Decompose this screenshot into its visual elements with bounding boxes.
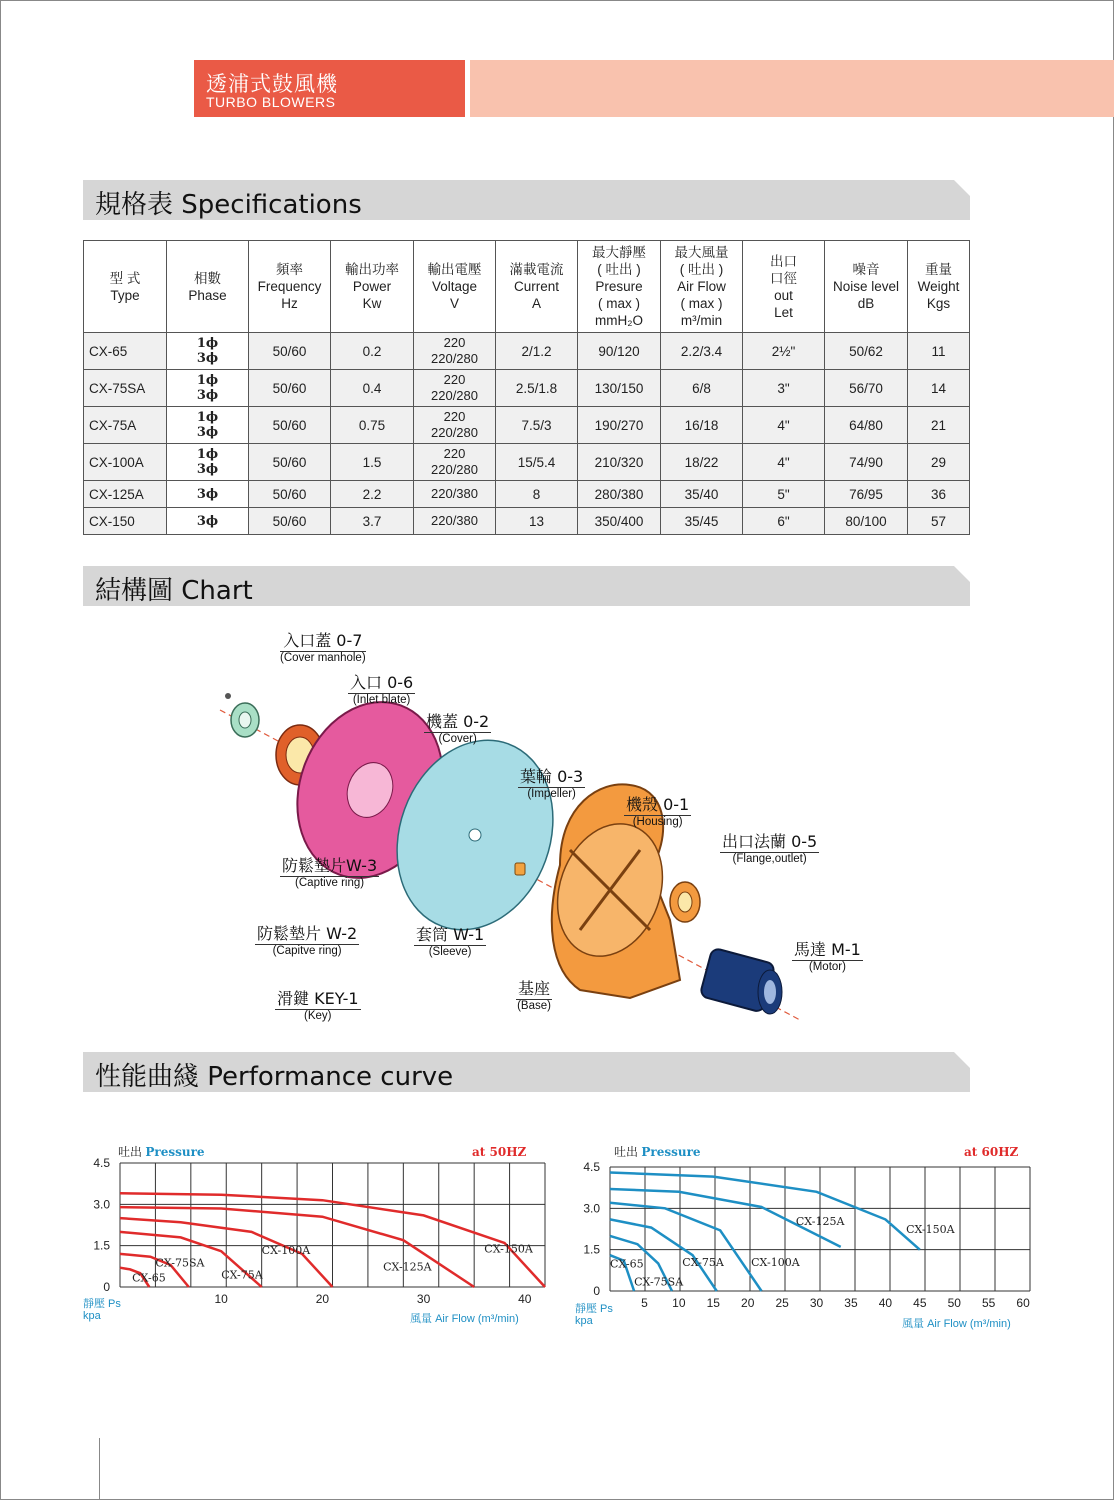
x-tick-label: 30 [809,1296,824,1310]
x-tick-label: 45 [913,1296,927,1310]
outlet-flange-part [670,882,700,922]
table-cell-kw: 3.7 [331,508,414,535]
y-tick-label: 1.5 [93,1238,110,1253]
table-cell-p: 130/150 [578,370,661,407]
header-cell: 最大風量 ( 吐出 ) Air Flow ( max ) m³/min [661,241,743,333]
table-cell-hz: 50/60 [249,481,331,508]
table-cell-hz: 50/60 [249,508,331,535]
series-label: CX-100A [261,1243,311,1257]
label-captive-ring-w2: 防鬆墊片 W-2 (Capitve ring) [255,921,359,957]
ylabel-top-50: 吐出 Pressure [118,1145,205,1159]
table-cell-a: 13 [496,508,578,535]
table-cell-db: 76/95 [825,481,908,508]
table-cell-hz: 50/60 [249,370,331,407]
header-cell: 滿載電流 Current A [496,241,578,333]
table-cell-kg: 29 [908,444,970,481]
table-cell-kw: 0.2 [331,333,414,370]
series-label: CX-150A [484,1242,533,1256]
series-label: CX-65 [610,1257,644,1271]
header-cell: 重量 Weight Kgs [908,241,970,333]
header-cell: 噪音 Noise level dB [825,241,908,333]
table-cell-kw: 1.5 [331,444,414,481]
table-cell-q: 2.2/3.4 [661,333,743,370]
table-cell-q: 16/18 [661,407,743,444]
table-cell-v: 220/380 [414,508,496,535]
label-base: 基座 (Base) [516,976,552,1012]
y-tick-label: 0 [103,1280,110,1294]
table-cell-type: CX-75A [84,407,167,444]
x-tick-label: 10 [672,1296,686,1310]
table-cell-phase: 3ϕ [167,481,249,508]
margin-line [99,1438,100,1500]
structure-diagram [200,620,920,1040]
series-label: CX-125A [795,1214,845,1228]
label-impeller: 葉輪 0-3 (Impeller) [518,764,585,800]
table-cell-type: CX-150 [84,508,167,535]
table-cell-out: 6" [743,508,825,535]
header-band [470,60,1114,117]
x-tick-label: 25 [775,1296,789,1310]
table-cell-db: 64/80 [825,407,908,444]
motor-part [700,948,782,1014]
label-flange-outlet: 出口法蘭 0-5 (Flange,outlet) [720,829,819,865]
section-chart-bar [83,566,970,606]
series-line-cx-100a [610,1203,762,1291]
x-tick-label: 30 [416,1292,431,1306]
table-cell-p: 90/120 [578,333,661,370]
table-cell-db: 50/62 [825,333,908,370]
table-cell-hz: 50/60 [249,444,331,481]
table-cell-phase: 1ϕ 3ϕ [167,370,249,407]
label-captive-ring-w3: 防鬆墊片W-3 (Captive ring) [280,853,379,889]
table-cell-p: 190/270 [578,407,661,444]
table-cell-kw: 0.75 [331,407,414,444]
table-cell-a: 7.5/3 [496,407,578,444]
section-performance-bar [83,1052,970,1092]
table-row [84,444,970,481]
table-cell-v: 220 220/280 [414,333,496,370]
chart-50hz-svg [80,1140,550,1330]
table-cell-a: 2/1.2 [496,333,578,370]
header-cell: 輸出功率 Power Kw [331,241,414,333]
x-tick-label: 35 [844,1296,858,1310]
table-cell-q: 18/22 [661,444,743,481]
table-cell-p: 280/380 [578,481,661,508]
table-cell-type: CX-125A [84,481,167,508]
table-cell-type: CX-100A [84,444,167,481]
table-cell-a: 8 [496,481,578,508]
title-ribbon [194,60,465,117]
table-row [84,333,970,370]
y-tick-label: 3.0 [583,1201,600,1216]
y-tick-label: 4.5 [93,1156,110,1170]
section-specs-bar [83,180,970,220]
table-cell-q: 35/45 [661,508,743,535]
chart-60hz-svg [572,1140,1042,1335]
x-tick-label: 40 [518,1292,532,1306]
label-housing: 機殼 0-1 (Housing) [624,792,691,828]
label-inlet-plate: 入口 0-6 (Inlet blate) [348,670,415,706]
section-chart-title: 結構圖 Chart [95,576,253,606]
header-cell: 型 式 Type [84,241,167,333]
title-en: TURBO BLOWERS [206,94,336,110]
table-cell-out: 2½" [743,333,825,370]
table-cell-p: 350/400 [578,508,661,535]
perf-chart-60hz [572,1140,1042,1335]
label-sleeve: 套筒 W-1 (Sleeve) [414,922,486,958]
table-cell-out: 5" [743,481,825,508]
header-cell: 最大靜壓 ( 吐出 ) Presure ( max ) mmH₂O [578,241,661,333]
table-cell-kg: 11 [908,333,970,370]
x-tick-label: 55 [982,1296,996,1310]
table-cell-out: 3" [743,370,825,407]
table-cell-kw: 0.4 [331,370,414,407]
freq-label-50: at 50HZ [472,1145,527,1159]
sleeve-part [515,863,525,875]
y-tick-label: 3.0 [93,1197,110,1212]
y-tick-label: 0 [593,1284,600,1298]
table-cell-type: CX-65 [84,333,167,370]
table-cell-phase: 1ϕ 3ϕ [167,407,249,444]
label-motor: 馬達 M-1 (Motor) [792,937,863,973]
ylabel-top-60: 吐出 Pressure [614,1145,701,1159]
x-tick-label: 20 [315,1292,330,1306]
table-cell-kg: 14 [908,370,970,407]
x-tick-label: 10 [214,1292,228,1306]
section-specs-title: 規格表 Specifications [95,190,362,220]
y-tick-label: 4.5 [583,1160,600,1174]
series-label: CX-150A [906,1223,955,1237]
table-row [84,407,970,444]
table-cell-db: 80/100 [825,508,908,535]
table-cell-kg: 57 [908,508,970,535]
table-cell-phase: 3ϕ [167,508,249,535]
series-label: CX-75SA [155,1256,205,1270]
series-label: CX-100A [751,1256,800,1270]
header-cell: 出口 口徑 out Let [743,241,825,333]
freq-label-60: at 60HZ [964,1145,1019,1159]
table-row [84,508,970,535]
table-cell-q: 6/8 [661,370,743,407]
table-cell-type: CX-75SA [84,370,167,407]
table-cell-db: 56/70 [825,370,908,407]
table-cell-p: 210/320 [578,444,661,481]
table-row [84,370,970,407]
perf-chart-50hz [80,1140,550,1330]
table-cell-hz: 50/60 [249,407,331,444]
x-tick-label: 5 [641,1296,648,1310]
title-cn: 透浦式鼓風機 [206,72,338,96]
xlabel-60: 風量 Air Flow (m³/min) [902,1318,1011,1330]
series-label: CX-75SA [634,1275,684,1289]
table-cell-v: 220 220/280 [414,407,496,444]
table-cell-a: 15/5.4 [496,444,578,481]
table-cell-kg: 21 [908,407,970,444]
table-cell-kg: 36 [908,481,970,508]
table-cell-hz: 50/60 [249,333,331,370]
table-cell-phase: 1ϕ 3ϕ [167,333,249,370]
header-cell: 輸出電壓 Voltage V [414,241,496,333]
table-cell-out: 4" [743,407,825,444]
section-performance-title: 性能曲綫 Performance curve [95,1062,454,1092]
table-cell-v: 220 220/280 [414,444,496,481]
x-tick-label: 40 [878,1296,893,1310]
table-cell-kw: 2.2 [331,481,414,508]
header-cell: 相數 Phase [167,241,249,333]
x-tick-label: 15 [706,1296,720,1310]
series-label: CX-75A [682,1256,724,1270]
table-cell-db: 74/90 [825,444,908,481]
ylabel-bottom-60: 靜壓 Ps kpa [575,1303,613,1327]
spec-table [83,240,970,535]
x-tick-label: 50 [947,1296,961,1310]
series-label: CX-125A [383,1260,432,1274]
table-cell-v: 220 220/280 [414,370,496,407]
label-cover-manhole: 入口蓋 0-7 (Cover manhole) [280,628,366,664]
series-label: CX-75A [221,1268,263,1282]
label-cover: 機蓋 0-2 (Cover) [424,709,491,745]
table-cell-v: 220/380 [414,481,496,508]
series-label: CX-65 [132,1271,166,1285]
series-line-cx-150a [610,1173,920,1250]
spec-header-row [84,241,970,333]
table-cell-a: 2.5/1.8 [496,370,578,407]
y-tick-label: 1.5 [583,1242,600,1257]
table-cell-out: 4" [743,444,825,481]
x-tick-label: 60 [1016,1296,1030,1310]
header-cell: 頻率 Frequency Hz [249,241,331,333]
x-tick-label: 20 [741,1296,755,1310]
table-row [84,481,970,508]
table-cell-q: 35/40 [661,481,743,508]
label-key: 滑鍵 KEY-1 (Key) [275,986,361,1022]
table-cell-phase: 1ϕ 3ϕ [167,444,249,481]
xlabel-50: 風量 Air Flow (m³/min) [410,1313,519,1325]
ylabel-bottom-50: 靜壓 Ps kpa [83,1298,121,1322]
